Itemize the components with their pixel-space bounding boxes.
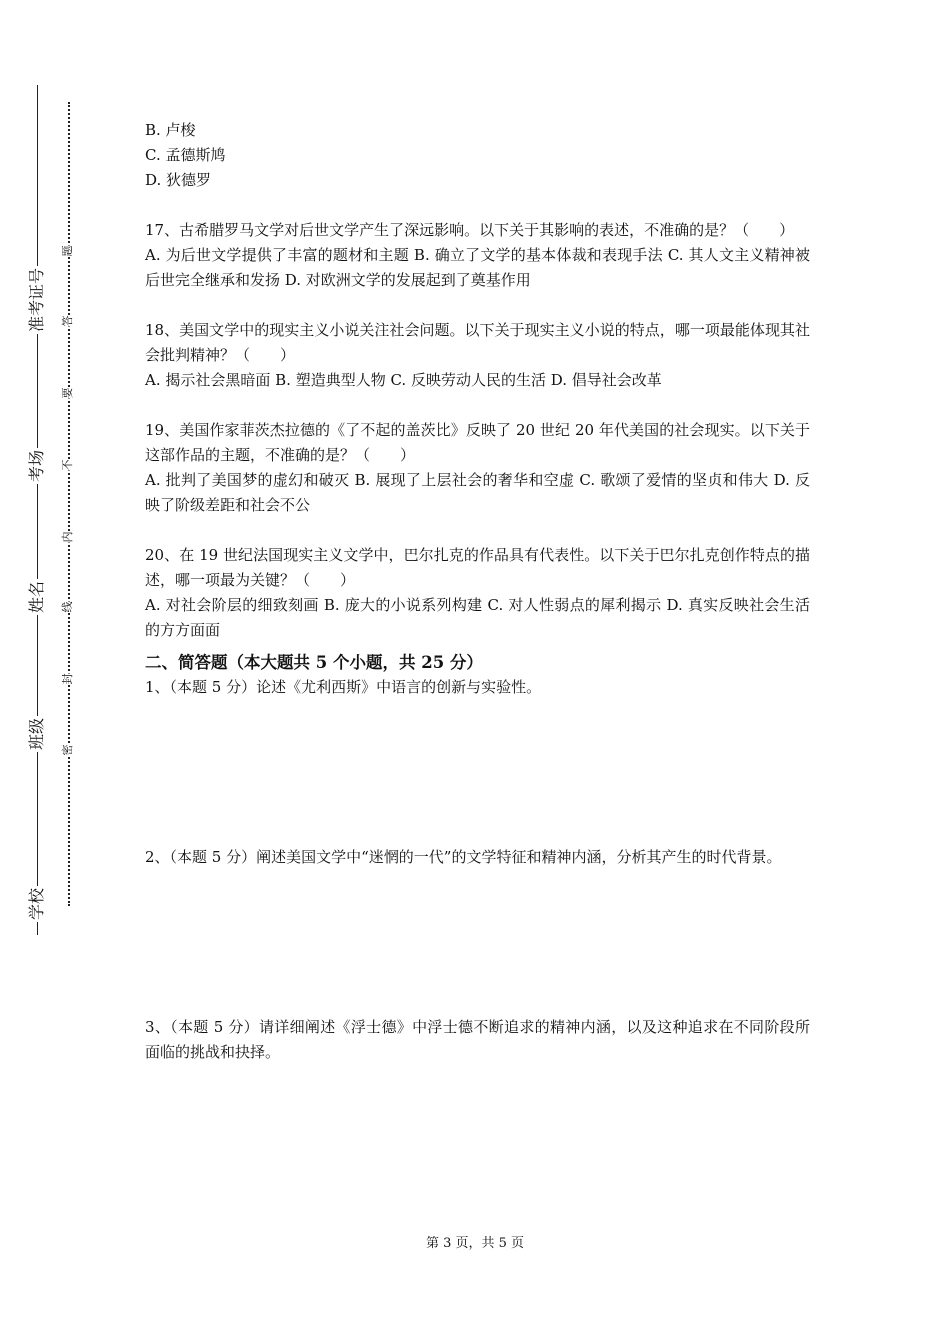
- short-answer-question-1: 1、（本题 5 分）论述《尤利西斯》中语言的创新与实验性。: [145, 678, 542, 696]
- question-stem: 18、美国文学中的现实主义小说关注社会问题。以下关于现实主义小说的特点，哪一项最能体现其社会批判精神？（ ）: [145, 321, 810, 364]
- question-17: [145, 218, 810, 293]
- question-stem: 17、古希腊罗马文学对后世文学产生了深远影响。以下关于其影响的表述，不准确的是？（ ）: [145, 221, 795, 239]
- prev-option-b: B. 卢梭: [145, 121, 196, 139]
- admission-number-label: 准考证号: [27, 267, 46, 333]
- answer-space: [145, 870, 810, 1015]
- binding-solid-line: [37, 85, 38, 935]
- question-19: [145, 418, 810, 518]
- exam-room-label: 考场: [27, 449, 46, 483]
- question-options: A. 揭示社会黑暗面 B. 塑造典型人物 C. 反映劳动人民的生活 D. 倡导社会改革: [145, 371, 662, 389]
- exam-content: [145, 118, 810, 1065]
- binding-margin: 准考证号 考场 姓名 班级 学校 题 答 要 不 内 线 封 密: [0, 0, 110, 1344]
- answer-space: [145, 700, 810, 845]
- prev-option-c: C. 孟德斯鸠: [145, 146, 226, 164]
- question-options: A. 为后世文学提供了丰富的题材和主题 B. 确立了文学的基本体裁和表现手法 C. 其人文主义精神被后世完全继承和发扬 D. 对欧洲文学的发展起到了奠基作用: [145, 246, 810, 289]
- page-number: 第 3 页，共 5 页: [425, 1236, 525, 1251]
- name-label: 姓名: [27, 580, 46, 614]
- question-20: [145, 543, 810, 643]
- question-options: A. 批判了美国梦的虚幻和破灭 B. 展现了上层社会的奢华和空虚 C. 歌颂了爱情的坚贞和伟大 D. 反映了阶级差距和社会不公: [145, 471, 810, 514]
- prev-option-d: D. 狄德罗: [145, 171, 212, 189]
- question-options: A. 对社会阶层的细致刻画 B. 庞大的小说系列构建 C. 对人性弱点的犀利揭示 D. 真实反映社会生活的方方面面: [145, 596, 810, 639]
- school-label: 学校: [27, 887, 46, 921]
- question-stem: 20、在 19 世纪法国现实主义文学中，巴尔扎克的作品具有代表性。以下关于巴尔扎克创作特点的描述，哪一项最为关键？（ ）: [145, 546, 810, 589]
- short-answer-question-3: 3、（本题 5 分）请详细阐述《浮士德》中浮士德不断追求的精神内涵，以及这种追求在不同阶段所面临的挑战和抉择。: [145, 1018, 810, 1061]
- question-18: [145, 318, 810, 393]
- seal-dotted-line: [68, 102, 70, 906]
- section-title-short-answer: 二、简答题（本大题共 5 个小题，共 25 分）: [145, 653, 483, 672]
- class-label: 班级: [27, 717, 46, 751]
- question-stem: 19、美国作家菲茨杰拉德的《了不起的盖茨比》反映了 20 世纪 20 年代美国的社会现实。以下关于这部作品的主题，不准确的是？（ ）: [145, 421, 810, 464]
- short-answer-question-2: 2、（本题 5 分）阐述美国文学中“迷惘的一代”的文学特征和精神内涵，分析其产生的时代背景。: [145, 848, 782, 866]
